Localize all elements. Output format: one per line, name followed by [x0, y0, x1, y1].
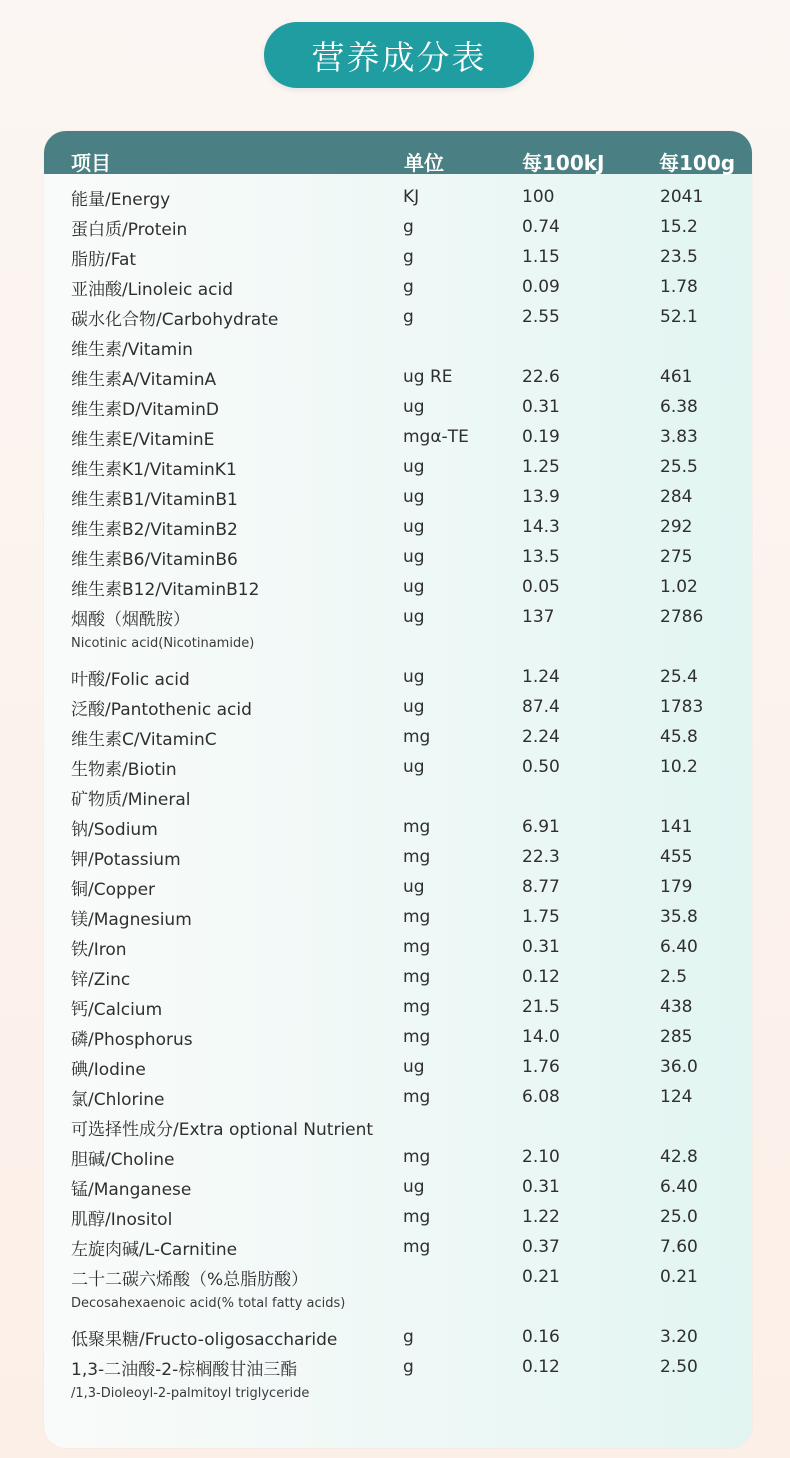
table-row-per-100kj: 0.16: [522, 1327, 560, 1347]
table-row-unit: ug: [403, 397, 425, 417]
table-row-unit: mg: [403, 1207, 431, 1227]
table-row-name: 亚油酸/Linoleic acid: [71, 280, 234, 300]
table-row-per-100kj: 0.31: [522, 1177, 560, 1197]
table-row-per-100kj: 21.5: [522, 997, 560, 1017]
table-row-per-100kj: 13.9: [522, 487, 560, 507]
table-row-subtitle: Nicotinic acid(Nicotinamide): [71, 636, 255, 651]
table-row-per-100kj: 87.4: [522, 697, 560, 717]
table-row-unit: KJ: [403, 187, 420, 207]
table-row-per-100g: 284: [660, 487, 693, 507]
table-row-per-100g: 6.38: [660, 397, 698, 417]
table-row-name: 低聚果糖/Fructo-oligosaccharide: [71, 1330, 338, 1350]
table-row-per-100g: 52.1: [660, 307, 698, 327]
table-row-subtitle: /1,3-Dioleoyl-2-palmitoyl triglyceride: [71, 1386, 310, 1401]
table-row-name: 氯/Chlorine: [71, 1090, 165, 1110]
table-row-per-100kj: 6.91: [522, 817, 560, 837]
table-row-name: 二十二碳六烯酸（%总脂肪酸）: [71, 1270, 309, 1290]
table-row-name: 锌/Zinc: [71, 970, 131, 990]
table-row-name: 钠/Sodium: [71, 820, 158, 840]
table-row-per-100g: 461: [660, 367, 693, 387]
table-row-unit: ug: [403, 517, 425, 537]
table-row-per-100g: 1.78: [660, 277, 698, 297]
table-row-per-100kj: 6.08: [522, 1087, 560, 1107]
table-row-unit: mg: [403, 1237, 431, 1257]
table-row-per-100kj: 8.77: [522, 877, 560, 897]
table-row-per-100g: 6.40: [660, 937, 698, 957]
table-row-name: 维生素B6/VitaminB6: [71, 550, 238, 570]
table-row-per-100g: 275: [660, 547, 693, 567]
table-row-per-100kj: 1.25: [522, 457, 560, 477]
table-row-name: 矿物质/Mineral: [71, 790, 191, 810]
table-row-unit: ug: [403, 577, 425, 597]
table-row-unit: mg: [403, 1147, 431, 1167]
table-row-per-100kj: 2.10: [522, 1147, 560, 1167]
table-row-per-100kj: 0.74: [522, 217, 560, 237]
table-row-per-100kj: 2.24: [522, 727, 560, 747]
table-row-per-100g: 3.83: [660, 427, 698, 447]
table-row-per-100g: 292: [660, 517, 693, 537]
table-row-per-100g: 45.8: [660, 727, 698, 747]
table-row-per-100kj: 0.09: [522, 277, 560, 297]
table-row-per-100g: 0.21: [660, 1267, 698, 1287]
table-row-per-100g: 2786: [660, 607, 704, 627]
table-row-unit: mg: [403, 937, 431, 957]
table-row-name: 维生素B2/VitaminB2: [71, 520, 238, 540]
table-row-name: 钾/Potassium: [71, 850, 181, 870]
table-row-unit: mg: [403, 727, 431, 747]
table-row-name: 铁/Iron: [71, 940, 127, 960]
table-row-name: 维生素/Vitamin: [71, 340, 193, 360]
table-row-name: 维生素E/VitaminE: [71, 430, 215, 450]
table-row-name: 蛋白质/Protein: [71, 220, 188, 240]
table-row-unit: mg: [403, 967, 431, 987]
table-row-per-100kj: 1.76: [522, 1057, 560, 1077]
table-row-name: 叶酸/Folic acid: [71, 670, 190, 690]
table-row-unit: g: [403, 1357, 414, 1377]
table-row-unit: mg: [403, 997, 431, 1017]
header-item: 项目: [71, 151, 111, 175]
table-row-per-100kj: 13.5: [522, 547, 560, 567]
table-row-unit: ug: [403, 487, 425, 507]
table-row-per-100g: 6.40: [660, 1177, 698, 1197]
table-row-unit: g: [403, 307, 414, 327]
table-row-unit: mg: [403, 1087, 431, 1107]
table-row-per-100g: 285: [660, 1027, 693, 1047]
table-row-per-100kj: 14.3: [522, 517, 560, 537]
header-per-100g: 每100g: [659, 151, 736, 175]
table-row-per-100g: 25.5: [660, 457, 698, 477]
table-row-name: 烟酸（烟酰胺）: [71, 610, 190, 630]
table-row-name: 胆碱/Choline: [71, 1150, 175, 1170]
table-row-per-100kj: 0.31: [522, 397, 560, 417]
table-row-name: 可选择性成分/Extra optional Nutrient: [71, 1120, 374, 1140]
table-row-per-100g: 2041: [660, 187, 704, 207]
table-row-name: 锰/Manganese: [71, 1180, 192, 1200]
table-row-per-100kj: 100: [522, 187, 555, 207]
table-row-per-100g: 438: [660, 997, 693, 1017]
table-row-per-100kj: 1.22: [522, 1207, 560, 1227]
table-row-per-100kj: 0.50: [522, 757, 560, 777]
table-header: [44, 131, 752, 174]
table-row-unit: ug: [403, 667, 425, 687]
table-row-name: 生物素/Biotin: [71, 760, 177, 780]
table-row-per-100g: 455: [660, 847, 693, 867]
table-row-per-100g: 7.60: [660, 1237, 698, 1257]
table-row-unit: mg: [403, 817, 431, 837]
table-row-per-100kj: 1.75: [522, 907, 560, 927]
table-row-name: 维生素B1/VitaminB1: [71, 490, 238, 510]
table-row-unit: mgα-TE: [403, 427, 469, 447]
table-row-unit: g: [403, 247, 414, 267]
table-row-per-100g: 2.50: [660, 1357, 698, 1377]
table-row-name: 脂肪/Fat: [71, 250, 137, 270]
table-row-per-100kj: 0.21: [522, 1267, 560, 1287]
table-row-per-100g: 141: [660, 817, 693, 837]
table-row-per-100g: 124: [660, 1087, 693, 1107]
table-row-unit: g: [403, 217, 414, 237]
table-row-per-100g: 35.8: [660, 907, 698, 927]
table-row-per-100kj: 0.12: [522, 1357, 560, 1377]
table-row-name: 维生素K1/VitaminK1: [71, 460, 237, 480]
page-title: 营养成分表: [264, 22, 534, 88]
header-unit: 单位: [404, 151, 444, 175]
table-row-name: 左旋肉碱/L-Carnitine: [71, 1240, 238, 1260]
table-row-per-100g: 10.2: [660, 757, 698, 777]
table-row-name: 镁/Magnesium: [71, 910, 192, 930]
table-row-unit: g: [403, 277, 414, 297]
table-row-per-100kj: 1.24: [522, 667, 560, 687]
table-row-unit: ug: [403, 457, 425, 477]
table-row-per-100g: 23.5: [660, 247, 698, 267]
table-row-per-100kj: 137: [522, 607, 555, 627]
table-row-unit: mg: [403, 907, 431, 927]
table-row-subtitle: Decosahexaenoic acid(% total fatty acids): [71, 1296, 346, 1311]
table-row-per-100g: 179: [660, 877, 693, 897]
table-row-per-100kj: 0.05: [522, 577, 560, 597]
table-row-per-100g: 1.02: [660, 577, 698, 597]
table-row-per-100kj: 22.3: [522, 847, 560, 867]
table-row-per-100kj: 0.37: [522, 1237, 560, 1257]
table-row-unit: mg: [403, 1027, 431, 1047]
table-row-name: 泛酸/Pantothenic acid: [71, 700, 252, 720]
table-row-name: 维生素A/VitaminA: [71, 370, 217, 390]
table-row-per-100kj: 0.12: [522, 967, 560, 987]
table-row-unit: ug: [403, 547, 425, 567]
table-row-per-100g: 42.8: [660, 1147, 698, 1167]
table-row-unit: ug: [403, 1057, 425, 1077]
table-row-per-100g: 25.0: [660, 1207, 698, 1227]
table-row-unit: ug: [403, 697, 425, 717]
table-row-name: 维生素C/VitaminC: [71, 730, 217, 750]
table-row-name: 磷/Phosphorus: [71, 1030, 193, 1050]
table-row-name: 碘/Iodine: [71, 1060, 146, 1080]
table-row-per-100g: 2.5: [660, 967, 688, 987]
table-row-per-100kj: 0.19: [522, 427, 560, 447]
table-row-unit: ug: [403, 877, 425, 897]
table-row-unit: g: [403, 1327, 414, 1347]
table-row-name: 1,3-二油酸-2-棕榈酸甘油三酯: [71, 1360, 298, 1380]
table-row-name: 钙/Calcium: [71, 1000, 163, 1020]
table-row-unit: ug: [403, 757, 425, 777]
table-row-per-100kj: 14.0: [522, 1027, 560, 1047]
table-row-per-100kj: 1.15: [522, 247, 560, 267]
table-row-name: 能量/Energy: [71, 190, 171, 210]
table-row-per-100kj: 0.31: [522, 937, 560, 957]
table-row-name: 铜/Copper: [71, 880, 156, 900]
table-row-name: 碳水化合物/Carbohydrate: [71, 310, 279, 330]
nutrition-table: [44, 131, 752, 1448]
table-row-unit: ug RE: [403, 367, 453, 387]
table-row-name: 维生素D/VitaminD: [71, 400, 220, 420]
table-row-per-100g: 25.4: [660, 667, 698, 687]
table-row-per-100kj: 2.55: [522, 307, 560, 327]
table-row-per-100g: 3.20: [660, 1327, 698, 1347]
table-row-per-100g: 36.0: [660, 1057, 698, 1077]
table-row-per-100kj: 22.6: [522, 367, 560, 387]
table-row-unit: ug: [403, 607, 425, 627]
table-row-name: 维生素B12/VitaminB12: [71, 580, 260, 600]
header-per-100kj: 每100kJ: [522, 151, 605, 175]
table-row-per-100g: 1783: [660, 697, 704, 717]
table-row-name: 肌醇/Inositol: [71, 1210, 173, 1230]
table-row-per-100g: 15.2: [660, 217, 698, 237]
table-row-unit: mg: [403, 847, 431, 867]
table-row-unit: ug: [403, 1177, 425, 1197]
